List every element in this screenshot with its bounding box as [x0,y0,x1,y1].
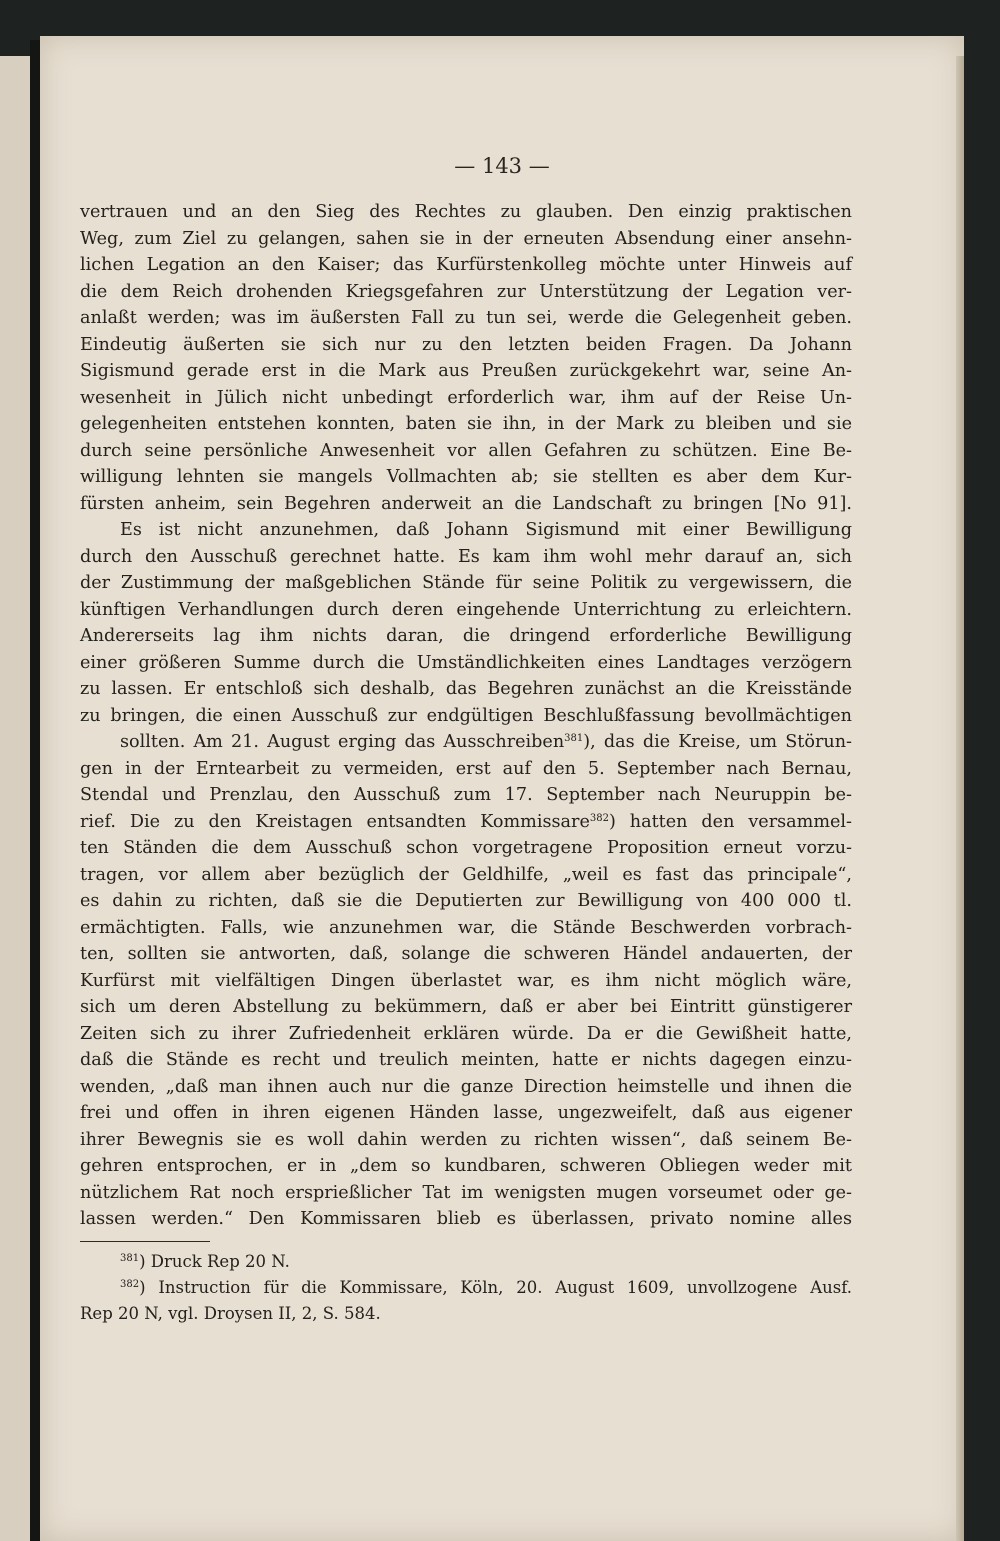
text-line [80,385,852,412]
line-text: rief. Die zu den Kreistagen entsandten Kommissare [80,811,590,832]
page-number: — 143 — [454,154,550,178]
line-text: Zeiten sich zu ihrer Zufriedenheit erklären würde. Da er die Gewißheit hatte, [80,1023,852,1044]
text-line [80,1206,852,1233]
line-text-continued: ), das die Kreise, um Störun- [583,732,852,752]
text-line [80,279,852,306]
line-text: lichen Legation an den Kaiser; das Kurfürstenkolleg möchte unter Hinweis auf [80,255,852,275]
text-line [80,941,852,968]
text-line [80,1047,852,1074]
line-text: gelegenheiten entstehen konnten, baten sie ihn, in der Mark zu bleiben und sie [80,414,852,434]
text-line [80,226,852,253]
footnote-reference: 381 [564,733,584,744]
text-line [80,1100,852,1127]
footnote-number: 382 [120,1279,140,1290]
line-text: zu lassen. Er entschloß sich deshalb, das Begehren zunächst an die Kreisstände [80,679,852,699]
line-text: vertrauen und an den Sieg des Rechtes zu glauben. Den einzig praktischen [80,202,852,222]
line-text: künftigen Verhandlungen durch deren eingehende Unterrichtung zu erleichtern. [80,599,852,620]
text-line [80,517,852,544]
book-page [40,36,964,1541]
line-text: durch den Ausschuß gerechnet hatte. Es kam ihm wohl mehr darauf an, sich [80,546,852,567]
line-text: ten, sollten sie antworten, daß, solange die schweren Händel andauerten, der [80,944,852,964]
footnote [80,1275,852,1301]
line-text: ihrer Bewegnis sie es woll dahin werden zu richten wissen“, daß seinem Be- [80,1129,852,1150]
text-line [80,729,852,756]
line-text: zu bringen, die einen Ausschuß zur endgültigen Beschlußfassung bevollmächtigen [80,705,852,726]
footnote [80,1301,852,1327]
text-line [80,332,852,359]
line-text: Eindeutig äußerten sie sich nur zu den letzten beiden Fragen. Da Johann [80,334,852,355]
line-text: die dem Reich drohenden Kriegsgefahren zur Unterstützung der Legation ver- [80,281,852,302]
line-text: gehren entsprochen, er in „dem so kundbaren, schweren Obliegen weder mit [80,1156,852,1176]
text-line [80,570,852,597]
line-text: willigung lehnten sie mangels Vollmachten ab; sie stellten es aber dem Kur- [80,467,852,487]
text-line [80,994,852,1021]
text-line [80,915,852,942]
text-line [80,199,852,226]
line-text: Es ist nicht anzunehmen, daß Johann Sigismund mit einer Bewilligung [120,520,852,540]
text-line [80,888,852,915]
footnote-divider [80,1241,210,1242]
text-line [80,676,852,703]
text-line [80,597,852,624]
line-text: lassen werden.“ Den Kommissaren blieb es überlassen, privato nomine alles [80,1209,852,1229]
previous-page-edge [0,56,33,1541]
footnote-number: 381 [120,1253,140,1264]
line-text: Kurfürst mit vielfältigen Dingen überlastet war, es ihm nicht möglich wäre, [80,970,852,991]
line-text-continued: ) hatten den versammel- [608,811,852,832]
line-text: es dahin zu richten, daß sie die Deputierten zur Bewilligung von 400 000 tl. [80,891,852,911]
text-line [80,305,852,332]
footnote [80,1249,852,1275]
line-text: ten Ständen die dem Ausschuß schon vorgetragene Proposition erneut vorzu- [80,838,852,858]
line-text: anlaßt werden; was im äußersten Fall zu tun sei, werde die Gelegenheit geben. [80,308,852,328]
footnotes [80,1249,852,1327]
text-line [80,1153,852,1180]
text-line [80,544,852,571]
text-line [80,703,852,730]
line-text: frei und offen in ihren eigenen Händen lasse, ungezweifelt, daß aus eigener [80,1103,852,1123]
line-text: ermächtigten. Falls, wie anzunehmen war, die Stände Beschwerden vorbrach- [80,917,852,938]
line-text: gen in der Erntearbeit zu vermeiden, erst auf den 5. September nach Bernau, [80,758,852,779]
line-text: einer größeren Summe durch die Umständlichkeiten eines Landtages verzögern [80,652,852,673]
footnote-text: ) Druck Rep 20 N. [139,1252,290,1271]
line-text: Stendal und Prenzlau, den Ausschuß zum 17. September nach Neuruppin be- [80,785,852,805]
line-text: durch seine persönliche Anwesenheit vor allen Gefahren zu schützen. Eine Be- [80,440,852,461]
text-line [80,782,852,809]
page-edge-shadow [956,56,964,1541]
line-text: der Zustimmung der maßgeblichen Stände für seine Politik zu vergewissern, die [80,573,852,593]
line-text: nützlichem Rat noch ersprießlicher Tat im wenigsten mugen vorseumet oder ge- [80,1182,852,1203]
text-line [80,756,852,783]
text-line [80,252,852,279]
footnote-reference: 382 [589,812,609,824]
text-line [80,358,852,385]
body-text [80,199,852,1233]
text-line [80,438,852,465]
text-line [80,809,852,836]
line-text: tragen, vor allem aber bezüglich der Geldhilfe, „weil es fast das principale“, [80,864,852,885]
text-line [80,862,852,889]
text-line [80,650,852,677]
line-text: sich um deren Abstellung zu bekümmern, daß er aber bei Eintritt günstigerer [80,997,852,1017]
text-line [80,968,852,995]
line-text: sollten. Am 21. August erging das Ausschreiben [120,732,565,752]
text-line [80,1074,852,1101]
line-text: wenden, „daß man ihnen auch nur die ganze Direction heimstelle und ihnen die [80,1076,852,1097]
line-text: Sigismund gerade erst in die Mark aus Preußen zurückgekehrt war, seine An- [80,361,852,381]
line-text: Andererseits lag ihm nichts daran, die dringend erforderliche Bewilligung [80,626,852,646]
text-line [80,1180,852,1207]
text-line [80,623,852,650]
text-line [80,1127,852,1154]
text-line [80,464,852,491]
line-text: wesenheit in Jülich nicht unbedingt erforderlich war, ihm auf der Reise Un- [80,387,852,408]
line-text: fürsten anheim, sein Begehren anderweit an die Landschaft zu bringen [No 91]. [80,493,852,514]
line-text: daß die Stände es recht und treulich meinten, hatte er nichts dagegen einzu- [80,1050,852,1070]
footnote-text: ) Instruction für die Kommissare, Köln, 20. August 1609, unvollzogene Ausf. [139,1278,852,1297]
text-line [80,491,852,518]
footnote-text: Rep 20 N, vgl. Droysen II, 2, S. 584. [80,1304,381,1323]
line-text: Weg, zum Ziel zu gelangen, sahen sie in der erneuten Absendung einer ansehn- [80,228,852,249]
text-line [80,1021,852,1048]
text-line [80,411,852,438]
text-line [80,835,852,862]
